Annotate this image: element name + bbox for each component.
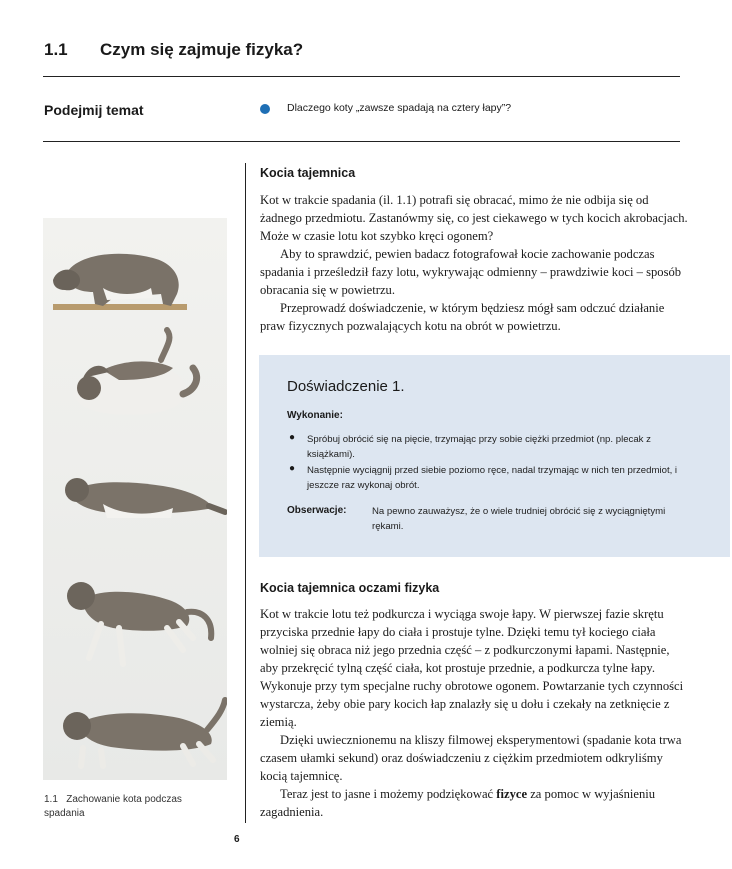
figure-caption — [44, 793, 224, 821]
experiment-title: Doświadczenie 1. — [287, 378, 405, 395]
final-text-end: za pomoc w wyjaśnieniu zagadnienia. — [260, 787, 656, 819]
procedure-label: Wykonanie: — [287, 410, 343, 421]
figure-caption-text: Zachowanie kota podczas spadania — [44, 794, 182, 819]
column-divider — [245, 163, 246, 823]
final-text-bold: fizyce — [496, 787, 528, 801]
section2-paragraph: Dzięki uwiecznionemu na kliszy filmowej eksperymentowi (spadanie kota trwa czasem ułamki sekund) oraz doświadczeniu z ciężkim przedmiotem odkryliśmy kocią tajemnicę. — [260, 733, 682, 783]
falling-cat-illustration — [43, 218, 227, 780]
section2-final-paragraph — [260, 785, 688, 821]
final-text-start: Teraz jest to jasne i możemy podziękować — [280, 787, 497, 801]
page-number: 6 — [234, 834, 240, 845]
section2-body — [260, 605, 688, 821]
header-rule — [43, 76, 680, 77]
chapter-title: Czym się zajmuje fizyka? — [100, 40, 304, 59]
observation-text: Na pewno zauważysz, że o wiele trudniej obrócić się z wyciągniętymi rękami. — [372, 506, 666, 532]
section-heading-kocia-tajemnica-oczami-fizyka: Kocia tajemnica oczami fizyka — [260, 581, 440, 595]
topic-question: Dlaczego koty „zawsze spadają na cztery łapy”? — [287, 102, 512, 114]
experiment-step: Następnie wyciągnij przed siebie poziomo ręce, nadal trzymając w nich ten przedmiot, i jeszcze raz wykonaj obrót. — [307, 465, 678, 491]
topic-label: Podejmij temat — [44, 102, 144, 118]
falling-cat-photo — [43, 218, 227, 780]
section-heading-kocia-tajemnica: Kocia tajemnica — [260, 166, 356, 180]
figure-number: 1.1 — [44, 794, 58, 805]
chapter-number: 1.1 — [44, 40, 68, 59]
section1-body — [260, 191, 690, 335]
section1-paragraph: Przeprowadź doświadczenie, w którym będziesz mógł sam odczuć działanie praw fizycznych pozwalających kotu na obrót w powietrzu. — [260, 301, 665, 333]
experiment-step: Spróbuj obrócić się na pięcie, trzymając przy sobie ciężki przedmiot (np. plecak z książkami). — [307, 434, 651, 460]
section1-paragraph: Aby to sprawdzić, pewien badacz fotografował kocie zachowanie podczas spadania i prześledził fazy lotu, wykrywając odmienny – prawdziwie koci – sposób obracania się w powietrzu. — [260, 247, 682, 297]
bullet-icon: ● — [289, 432, 296, 443]
bullet-icon: ● — [289, 463, 296, 474]
observation-label: Obserwacje: — [287, 505, 347, 516]
section1-paragraph: Kot w trakcie spadania (il. 1.1) potrafi się obracać, mimo że nie odbija się od żadnego przedmiotu. Zastanówmy się, co jest ciekawego w tych kocich akrobacjach. Może w czasie lotu kot szybko kręci ogonem? — [260, 193, 688, 243]
topic-rule — [43, 141, 680, 142]
topic-bullet-icon — [260, 104, 270, 114]
section2-paragraph: Kot w trakcie lotu też podkurcza i wyciąga swoje łapy. W pierwszej fazie skrętu przyciska przednie łapy do ciała i prostuje tylne. Dzięki temu tył kociego ciała wolniej się obraca niż jego przednia część – z podkurczonymi łapami. Następnie, aby przekręcić tylną część ciała, kot prostuje przednie, a podkurcza tylne łapy. Wykonuje przy tym specjalne ruchy obrotowe ogonem. Powtarzanie tych czynności wystarcza, żeby obie pary kocich łap znalazły się u dołu i czekały na zetknięcie z ziemią. — [260, 607, 684, 729]
